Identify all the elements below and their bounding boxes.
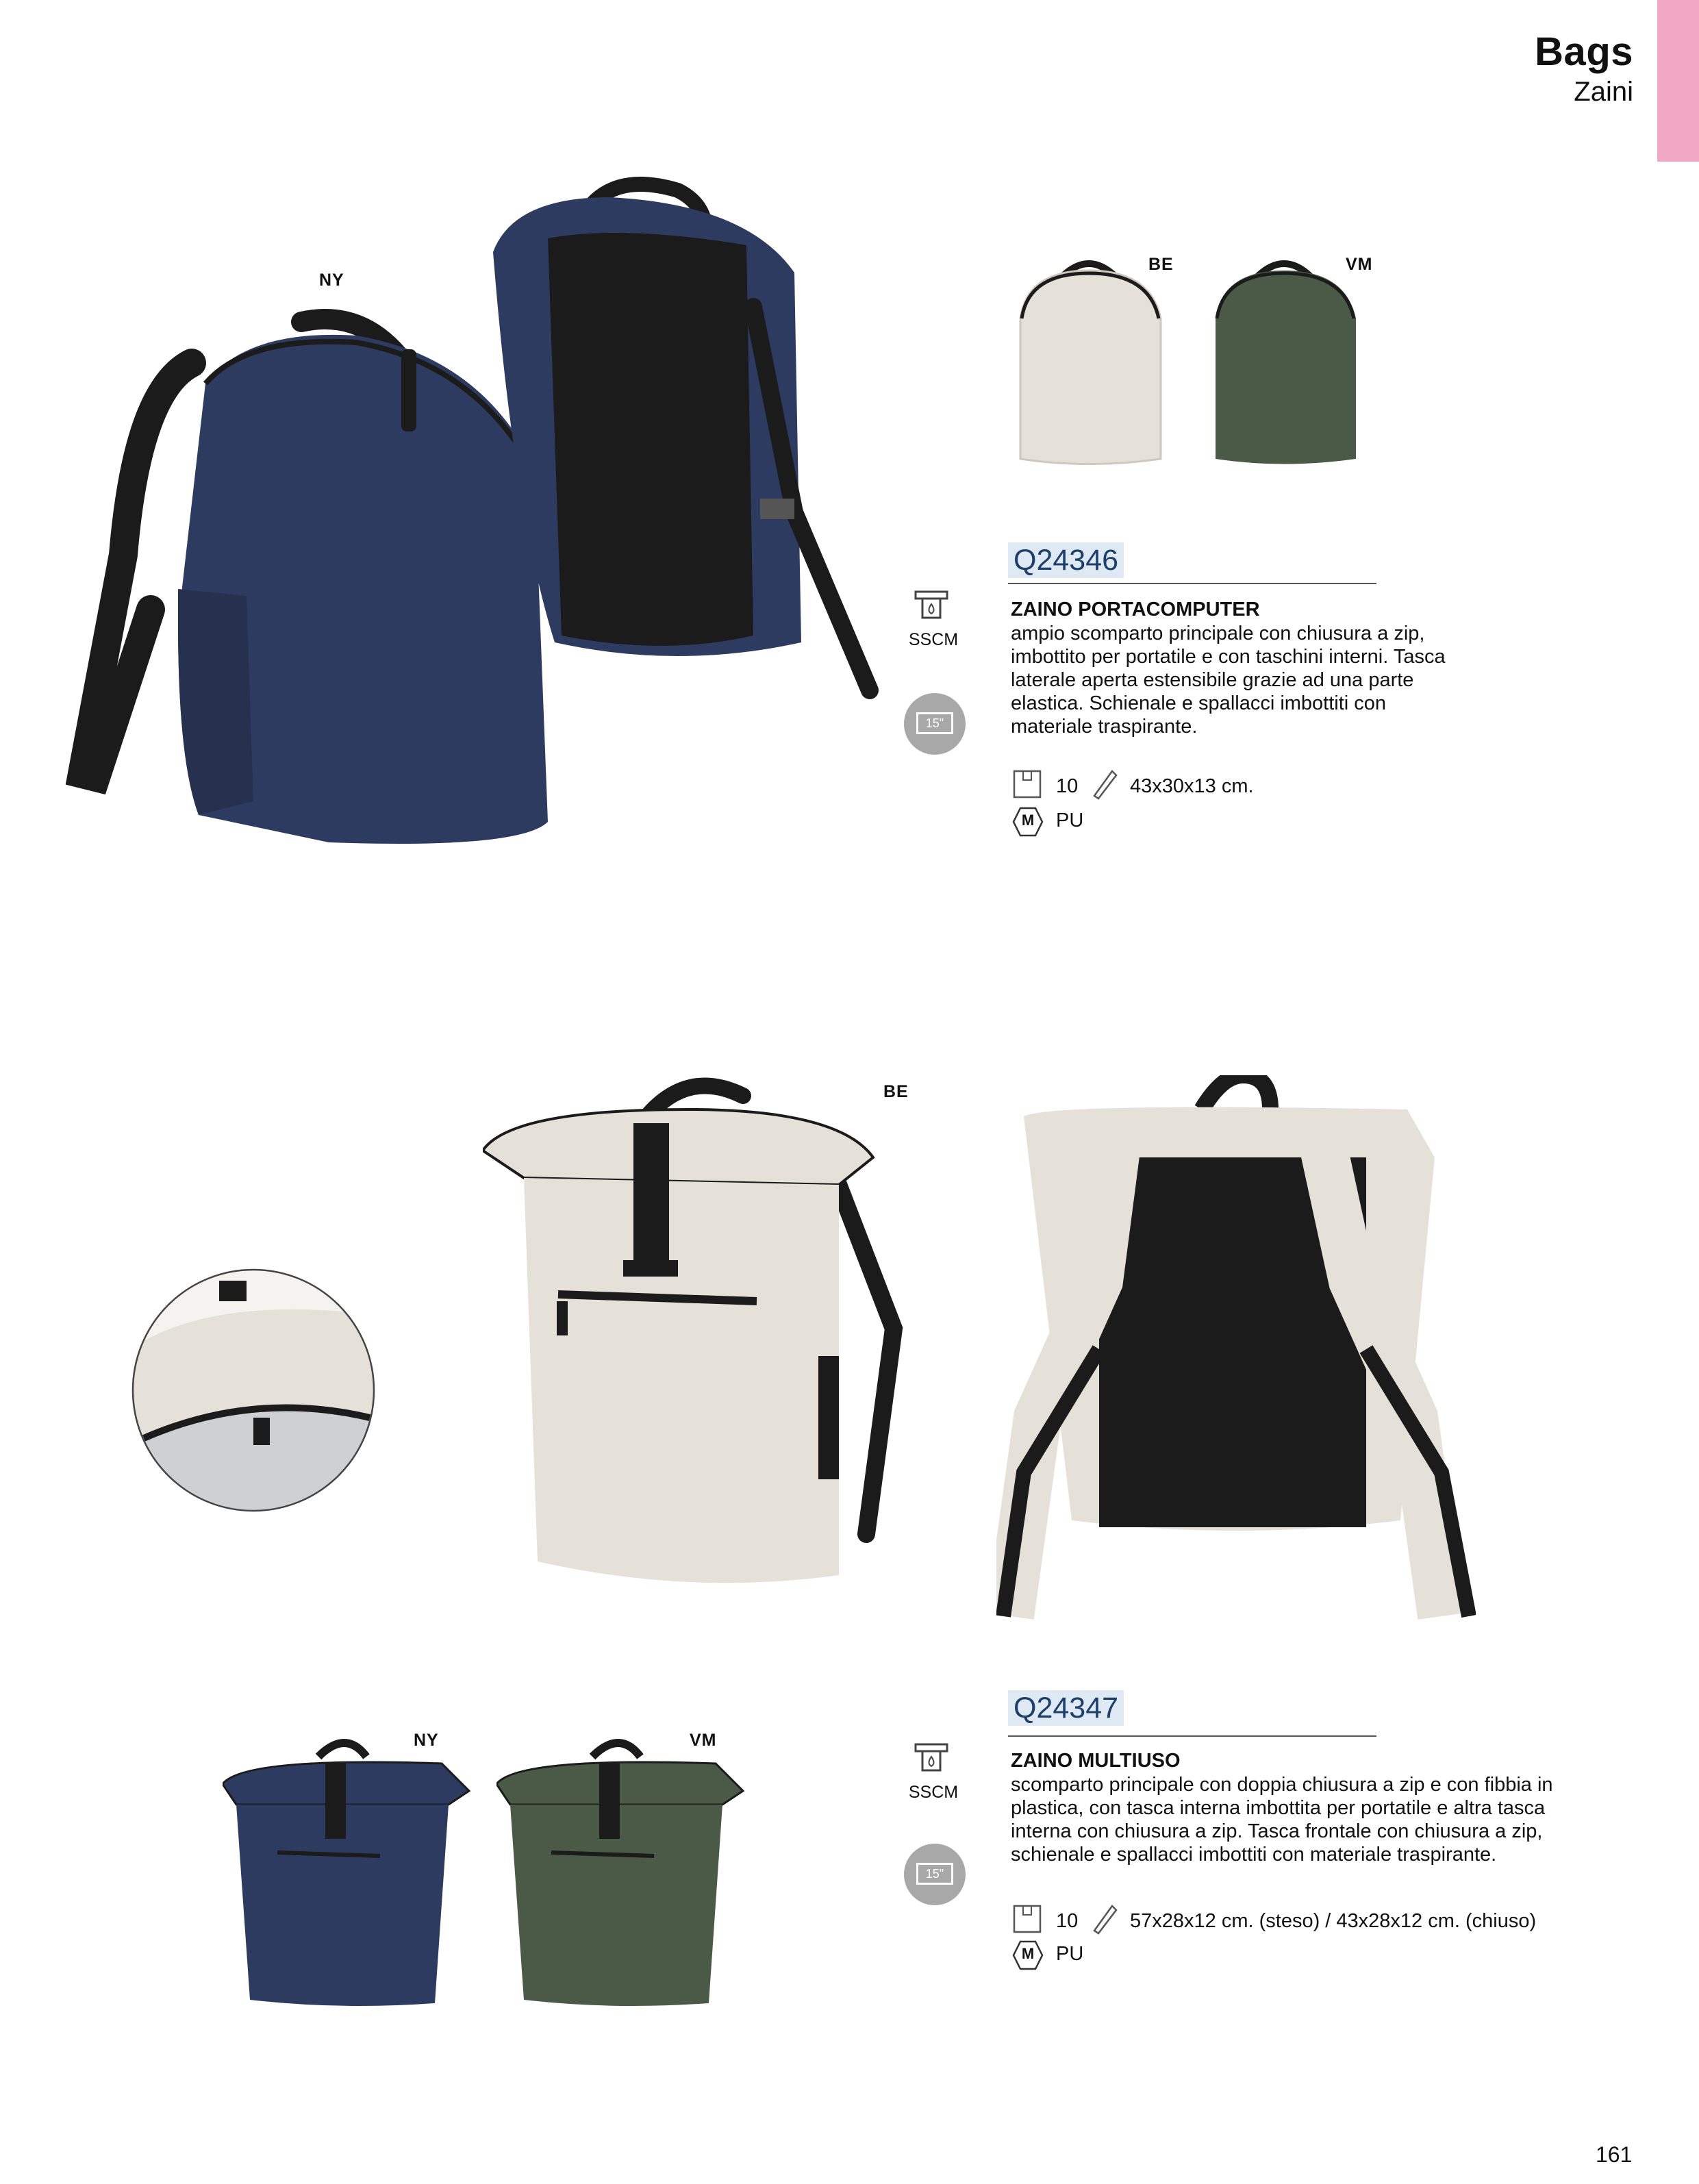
- laptop-icon: [904, 1844, 966, 1905]
- product-description: scomparto principale con doppia chiusura a zip e con fibbia in plastica, con tasca interna imbottita per portatile e altra tasca interna con chiusura a zip. Tasca frontale con chiusura a zip, schienale e spallacci imbottiti con materiale traspirante.: [1011, 1774, 1553, 1866]
- divider: [1008, 583, 1376, 584]
- box-icon: [1012, 1904, 1042, 1934]
- color-tag-ny-2: NY: [414, 1731, 439, 1750]
- ruler-icon: [1090, 767, 1118, 800]
- product-material: PU: [1056, 809, 1084, 831]
- section-title: Bags: [1535, 29, 1633, 74]
- green-backpack-thumbnail: [1202, 250, 1366, 469]
- product-dimensions: 43x30x13 cm.: [1130, 775, 1254, 797]
- navy-backpack-back-image: [473, 170, 883, 704]
- beige-rolltop-back-image: [996, 1075, 1476, 1637]
- product-dimensions: 57x28x12 cm. (steso) / 43x28x12 cm. (chiuso): [1130, 1910, 1537, 1932]
- color-tag-be-2: BE: [883, 1082, 909, 1101]
- beige-backpack-thumbnail: [1007, 250, 1171, 469]
- packaging-qty: 10: [1056, 775, 1079, 797]
- material-badge: M: [1021, 1945, 1035, 1962]
- page-number: 161: [1596, 2142, 1633, 2167]
- service-label: SSCM: [908, 1783, 959, 1802]
- green-rolltop-thumbnail: [496, 1736, 750, 2010]
- print-service-icon: [914, 1742, 948, 1774]
- product-description: ampio scomparto principale con chiusura a zip, imbottito per portatile e con taschini interni. Tasca laterale aperta estensibile grazie ad una parte elastica. Schienale e spallacci imbottiti con materiale traspirante.: [1011, 623, 1446, 738]
- product-code: Q24347: [1008, 1690, 1124, 1726]
- service-label: SSCM: [908, 630, 959, 649]
- laptop-size-label: 15": [916, 712, 953, 734]
- product-name: ZAINO MULTIUSO: [1011, 1750, 1181, 1772]
- beige-rolltop-front-image: [483, 1068, 921, 1616]
- product-code: Q24346: [1008, 542, 1124, 578]
- laptop-icon: [904, 693, 966, 755]
- laptop-size-label: 15": [916, 1863, 953, 1885]
- packaging-qty: 10: [1056, 1910, 1079, 1932]
- color-tag-vm-2: VM: [690, 1731, 717, 1750]
- color-tag-be: BE: [1148, 255, 1174, 274]
- material-badge: M: [1021, 812, 1035, 829]
- divider: [1008, 1735, 1376, 1737]
- section-tab: [1657, 0, 1699, 162]
- print-service-icon: [914, 589, 948, 622]
- navy-rolltop-thumbnail: [223, 1736, 476, 2010]
- section-subtitle: Zaini: [1574, 77, 1633, 107]
- product-name: ZAINO PORTACOMPUTER: [1011, 599, 1260, 620]
- color-tag-ny: NY: [319, 271, 344, 290]
- detail-circle-image: [130, 1267, 377, 1514]
- product-material: PU: [1056, 1943, 1084, 1965]
- color-tag-vm: VM: [1346, 255, 1373, 274]
- box-icon: [1012, 769, 1042, 799]
- ruler-icon: [1090, 1902, 1118, 1935]
